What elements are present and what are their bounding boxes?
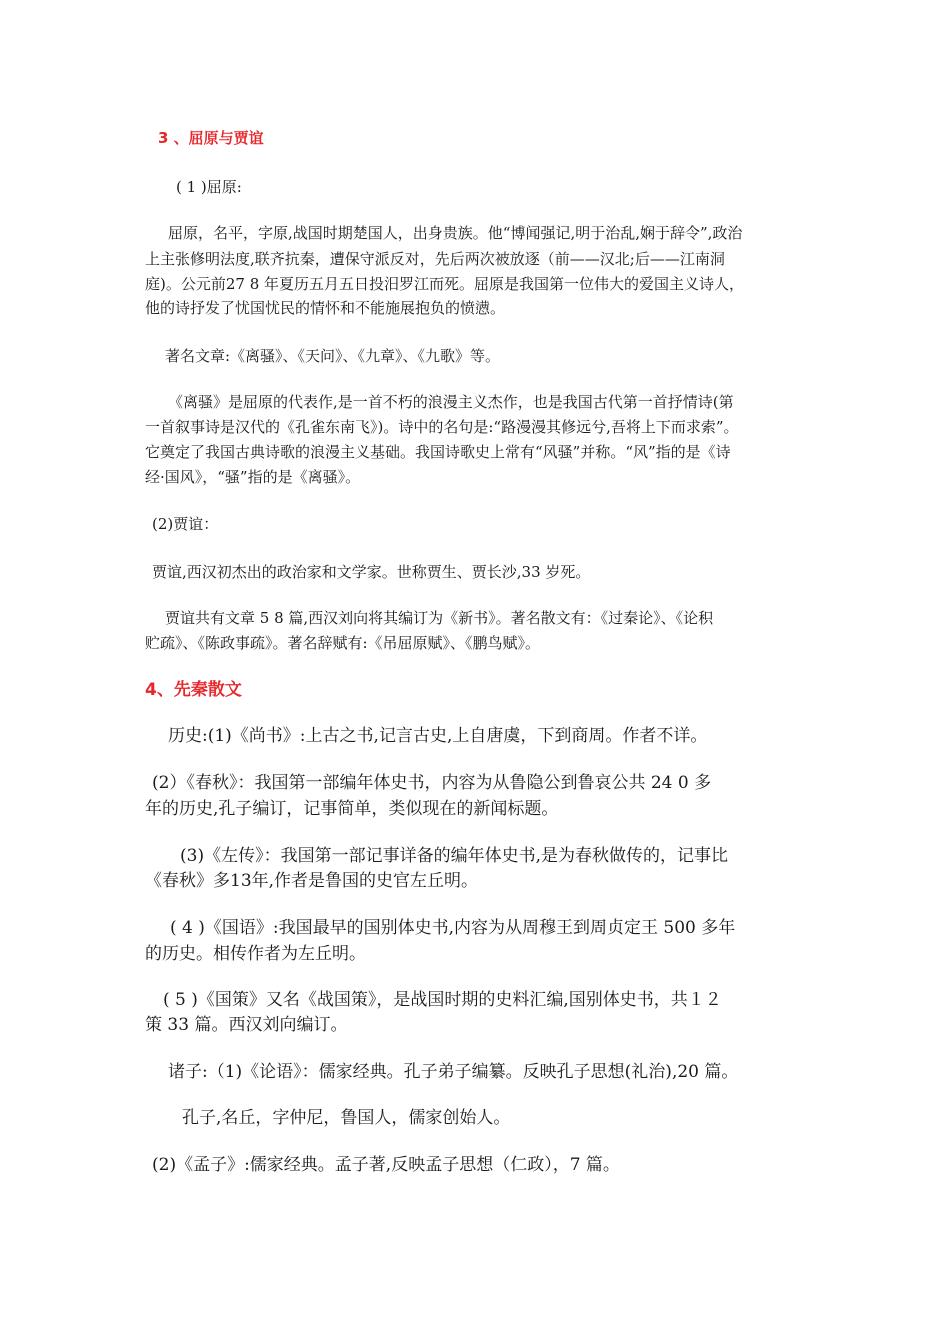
- lisao-line-3: 它奠定了我国古典诗歌的浪漫主义基础。我国诗歌史上常有“风骚”并称。“风”指的是《诗: [145, 443, 731, 461]
- history-item-1: 历史:(1)《尚书》:上古之书,记言古史,上自唐虞，下到商周。作者不详。: [168, 726, 708, 746]
- qu-yuan-bio-line-1: 屈原，名平，字原,战国时期楚国人，出身贵族。他“博闻强记,明于治乱,娴于辞令”,政治: [168, 224, 743, 242]
- jia-yi-works-line-2: 贮疏》、《陈政事疏》。著名辞赋有:《吊屈原赋》、《鹏鸟赋》。: [145, 634, 541, 652]
- history-item-3-line-2: 《春秋》多13年,作者是鲁国的史官左丘明。: [145, 871, 479, 891]
- qu-yuan-works: 著名文章:《离骚》、《天问》、《九章》、《九歌》等。: [165, 347, 501, 365]
- jia-yi-works-line-1: 贾谊共有文章 5 8 篇,西汉刘向将其编订为《新书》。著名散文有：《过秦论》、《论积: [165, 609, 714, 627]
- zhuzi-item-1: 诸子:（1)《论语》：儒家经典。孔子弟子编纂。反映孔子思想(礼治),20 篇。: [168, 1062, 739, 1082]
- section-4-heading: 4、先秦散文: [145, 680, 242, 700]
- lisao-line-4: 经·国风》，“骚”指的是《离骚》。: [145, 468, 361, 486]
- qu-yuan-bio-line-2: 上主张修明法度,联齐抗秦，遭保守派反对，先后两次被放逐（前——汉北;后——江南洞: [145, 250, 725, 268]
- lisao-line-2: 一首叙事诗是汉代的《孔雀东南飞》)。诗中的名句是:“路漫漫其修远兮,吾将上下而求索”。: [145, 418, 739, 436]
- lisao-line-1: 《离骚》是屈原的代表作,是一首不朽的浪漫主义杰作，也是我国古代第一首抒情诗(第: [168, 393, 734, 411]
- history-item-5-line-2: 策 33 篇。西汉刘向编订。: [145, 1015, 348, 1035]
- history-item-4-line-1: ( 4 )《国语》:我国最早的国别体史书,内容为从周穆王到周贞定王 500 多年: [170, 918, 736, 938]
- qu-yuan-label: ( 1 )屈原:: [176, 178, 242, 196]
- history-item-2-line-2: 年的历史,孔子编订，记事简单，类似现在的新闻标题。: [145, 799, 559, 819]
- zhuzi-item-2: (2)《孟子》:儒家经典。孟子著,反映孟子思想（仁政），7 篇。: [152, 1155, 620, 1175]
- history-item-5-line-1: ( 5 )《国策》又名《战国策》，是战国时期的史料汇编,国别体史书，共１２: [163, 990, 722, 1010]
- qu-yuan-bio-line-3: 庭)。公元前27 8 年夏历五月五日投汨罗江而死。屈原是我国第一位伟大的爱国主义诗人，: [145, 275, 745, 293]
- qu-yuan-bio-line-4: 他的诗抒发了忧国忧民的情怀和不能施展抱负的愤懑。: [145, 299, 506, 317]
- jia-yi-bio: 贾谊,西汉初杰出的政治家和文学家。世称贾生、贾长沙,33 岁死。: [152, 563, 591, 581]
- history-item-2-line-1: (2）《春秋》：我国第一部编年体史书，内容为从鲁隐公到鲁哀公共 24 0 多: [152, 773, 712, 793]
- jia-yi-label: (2)贾谊：: [152, 515, 219, 533]
- section-3-heading: 3 、屈原与贾谊: [158, 129, 264, 147]
- confucius-bio: 孔子,名丘，字仲尼，鲁国人，儒家创始人。: [182, 1108, 511, 1128]
- history-item-4-line-2: 的历史。相传作者为左丘明。: [145, 944, 366, 964]
- history-item-3-line-1: (3)《左传》：我国第一部记事详备的编年体史书,是为春秋做传的，记事比: [180, 846, 728, 866]
